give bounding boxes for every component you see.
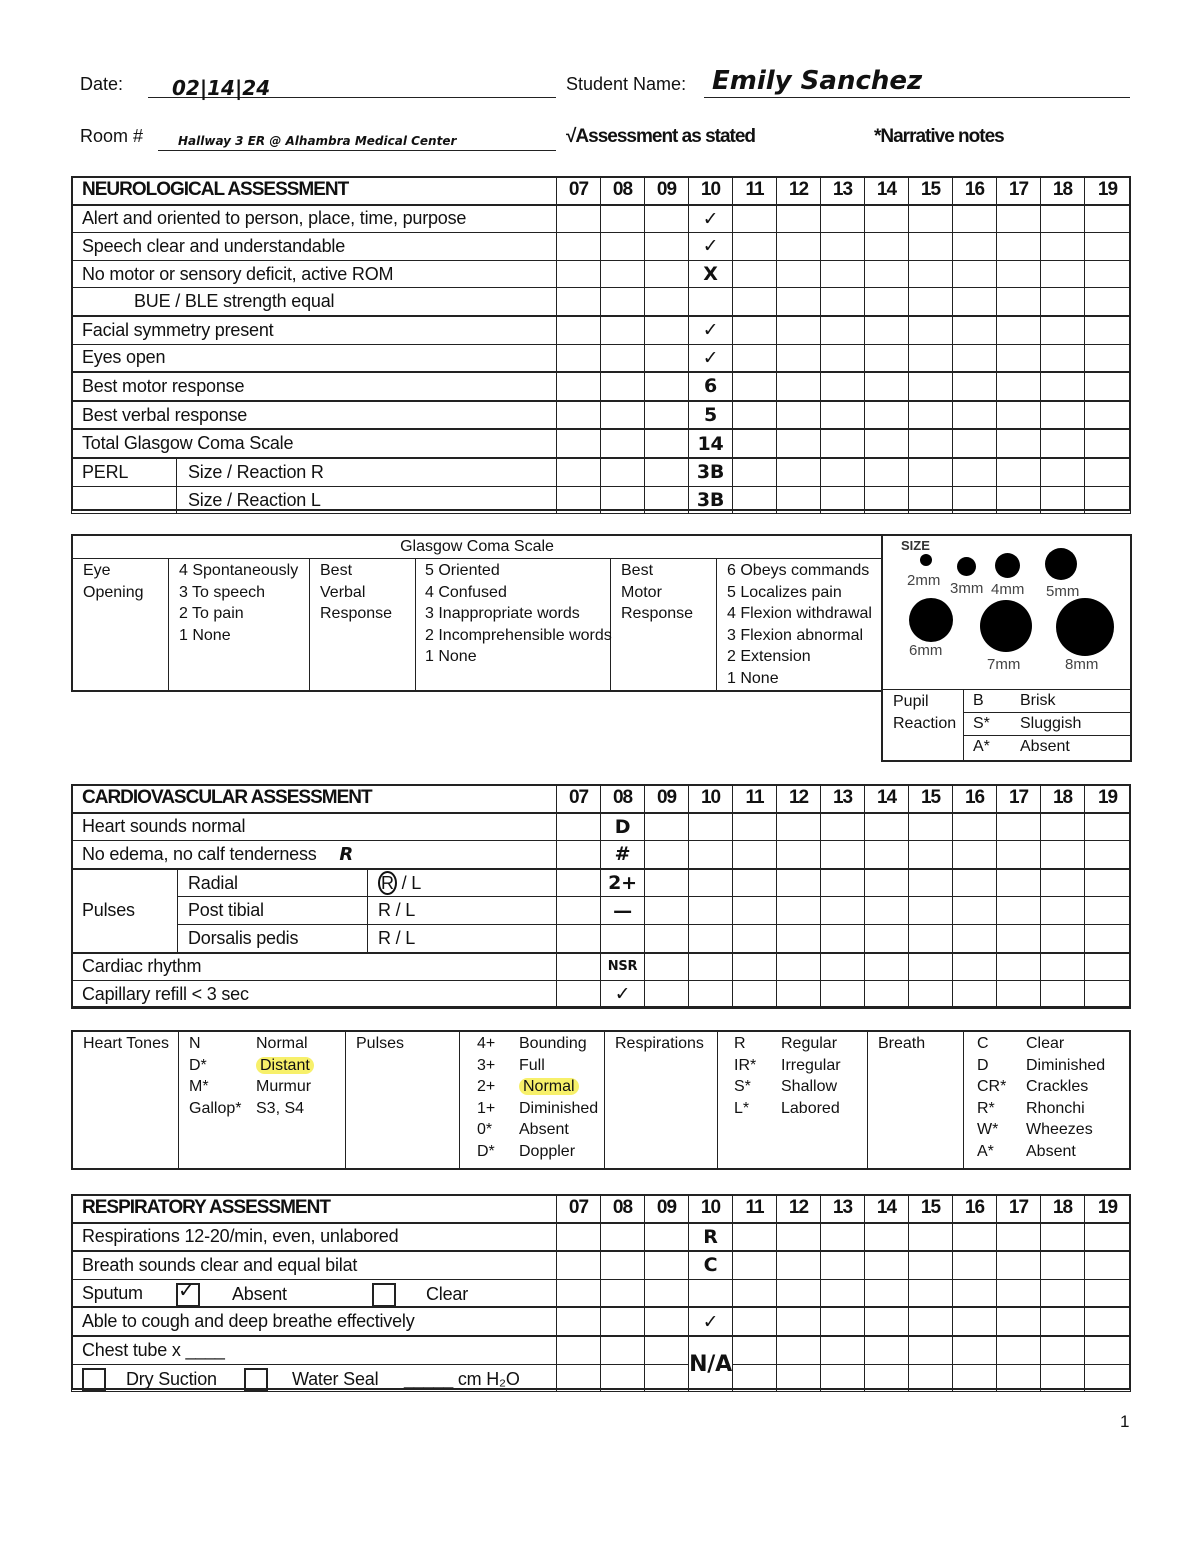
- post-tibial-08-mark[interactable]: —: [601, 897, 645, 925]
- pulses-key-label: Pulses: [356, 1035, 405, 1052]
- neuro-cell[interactable]: [997, 372, 1041, 401]
- chest-tube-10-mark[interactable]: N/A: [689, 1336, 733, 1392]
- size-7mm-label: 7mm: [987, 656, 1021, 673]
- neuro-cell[interactable]: [1085, 372, 1131, 401]
- resp-row-label: Breath sounds clear and equal bilat: [72, 1251, 557, 1279]
- neuro-cell[interactable]: [1041, 205, 1085, 233]
- chest-tube-label: Chest tube x ____: [72, 1336, 557, 1364]
- neuro-cell[interactable]: [997, 260, 1041, 288]
- neuro-cell[interactable]: [777, 486, 821, 514]
- resp-codes: R IR* S* L*: [734, 1035, 757, 1117]
- sputum-10-mark[interactable]: [689, 1279, 733, 1307]
- room-label: Room #: [80, 126, 144, 146]
- neuro-cell[interactable]: [601, 372, 645, 401]
- neuro-row-label: Best motor response: [72, 372, 557, 401]
- neuro-cell[interactable]: [953, 344, 997, 372]
- neuro-cell[interactable]: [557, 205, 601, 233]
- respirations-key-label: Respirations: [615, 1035, 704, 1052]
- pulse-site: Dorsalis pedis: [178, 924, 368, 952]
- sputum-absent-label: Absent: [232, 1283, 287, 1304]
- hour-header: 13: [821, 1195, 865, 1223]
- perl-label: PERL: [82, 461, 129, 482]
- gcs-eye-label: Eye Opening: [83, 562, 144, 601]
- neuro-cell[interactable]: [909, 205, 953, 233]
- neuro-cell[interactable]: [733, 458, 777, 486]
- neuro-cell[interactable]: [733, 344, 777, 372]
- neuro-row-label: No motor or sensory deficit, active ROM: [72, 260, 557, 288]
- breath-10-mark[interactable]: C: [689, 1251, 733, 1279]
- neuro-cell[interactable]: [909, 233, 953, 261]
- pulse-rl: R / L: [368, 897, 557, 925]
- size-6mm-label: 6mm: [909, 642, 943, 659]
- neuro-row-label: Total Glasgow Coma Scale: [72, 429, 557, 458]
- neuro-10-mark[interactable]: 3B: [689, 486, 733, 514]
- neuro-cell[interactable]: [997, 458, 1041, 486]
- neuro-cell[interactable]: [909, 372, 953, 401]
- resp-10-mark[interactable]: R: [689, 1223, 733, 1252]
- neuro-row-label: Speech clear and understandable: [72, 233, 557, 261]
- neuro-cell[interactable]: [1041, 486, 1085, 514]
- reaction-desc: Brisk: [1020, 692, 1056, 709]
- hour-header: 11: [733, 785, 777, 813]
- reaction-code: B: [973, 692, 984, 709]
- neuro-cell[interactable]: [821, 372, 865, 401]
- neuro-cell[interactable]: [821, 401, 865, 430]
- hour-header: 10: [689, 177, 733, 205]
- neuro-cell[interactable]: [909, 344, 953, 372]
- hour-header: 10: [689, 1195, 733, 1223]
- neuro-cell[interactable]: [953, 205, 997, 233]
- respiratory-assessment-table: [71, 1194, 1131, 1392]
- hour-header: 14: [865, 177, 909, 205]
- neuro-cell[interactable]: [645, 429, 689, 458]
- neuro-cell[interactable]: [777, 372, 821, 401]
- gcs-motor-options: 6 Obeys commands 5 Localizes pain 4 Flexion withdrawal 3 Flexion abnormal 2 Extension 1 None: [727, 562, 872, 687]
- pupil-5mm-dot: [1045, 548, 1077, 580]
- neuro-row-label: Facial symmetry present: [72, 316, 557, 344]
- hour-header: 17: [997, 1195, 1041, 1223]
- right-circled: R: [378, 871, 397, 895]
- neuro-cell[interactable]: [821, 260, 865, 288]
- neuro-cell[interactable]: [865, 344, 909, 372]
- neuro-cell[interactable]: [865, 205, 909, 233]
- resp-row-label: Respirations 12-20/min, even, unlabored: [72, 1223, 557, 1252]
- hour-header: 16: [953, 785, 997, 813]
- neuro-10-mark[interactable]: ✓: [689, 205, 733, 233]
- neuro-cell[interactable]: [645, 316, 689, 344]
- neuro-cell[interactable]: [953, 233, 997, 261]
- neuro-cell[interactable]: [997, 429, 1041, 458]
- neuro-cell[interactable]: [601, 316, 645, 344]
- perl-right: Size / Reaction R: [188, 461, 324, 482]
- sputum-label: Sputum: [82, 1282, 143, 1303]
- pupil-8mm-dot: [1056, 598, 1114, 656]
- neuro-cell[interactable]: [997, 401, 1041, 430]
- pulse-site: Post tibial: [178, 897, 368, 925]
- neuro-cell[interactable]: [821, 233, 865, 261]
- pulse-desc: Bounding Full Normal Diminished Absent Doppler: [519, 1035, 599, 1160]
- neuro-cell[interactable]: [953, 260, 997, 288]
- hour-header: 07: [557, 1195, 601, 1223]
- neuro-10-mark[interactable]: [689, 288, 733, 316]
- neuro-cell[interactable]: [865, 429, 909, 458]
- legend-narrative: *Narrative notes: [874, 126, 1004, 147]
- gcs-verbal-options: 5 Oriented 4 Confused 3 Inappropriate words 2 Incomprehensible words 1 None: [425, 562, 612, 665]
- pupil-2mm-dot: [920, 554, 932, 566]
- neuro-cell[interactable]: [909, 316, 953, 344]
- edema-annotation: R: [339, 843, 354, 865]
- neuro-cell[interactable]: [1085, 288, 1131, 316]
- neuro-10-mark[interactable]: ✓: [689, 344, 733, 372]
- student-name-label: Student Name:: [566, 74, 687, 94]
- neuro-cell[interactable]: [865, 486, 909, 514]
- perl-left: Size / Reaction L: [188, 489, 321, 510]
- heart-sounds-label: Heart sounds normal: [72, 813, 557, 841]
- neuro-cell[interactable]: [777, 288, 821, 316]
- neuro-10-mark[interactable]: 5: [689, 401, 733, 430]
- neuro-cell[interactable]: [997, 288, 1041, 316]
- neuro-cell[interactable]: [1041, 429, 1085, 458]
- neuro-cell[interactable]: [557, 429, 601, 458]
- neuro-cell[interactable]: [557, 372, 601, 401]
- neuro-row-label: Alert and oriented to person, place, time, purpose: [72, 205, 557, 233]
- neuro-cell[interactable]: [733, 372, 777, 401]
- neuro-cell[interactable]: [865, 288, 909, 316]
- hour-header: 19: [1085, 177, 1131, 205]
- hour-header: 19: [1085, 1195, 1131, 1223]
- neuro-cell[interactable]: [777, 316, 821, 344]
- neuro-10-mark[interactable]: ✓: [689, 233, 733, 261]
- resp-row-label: Able to cough and deep breathe effectively: [72, 1307, 557, 1336]
- neuro-cell[interactable]: [777, 458, 821, 486]
- date-label: Date:: [80, 74, 124, 94]
- neuro-cell[interactable]: [865, 316, 909, 344]
- hour-header: 07: [557, 177, 601, 205]
- neuro-cell[interactable]: [1041, 260, 1085, 288]
- hour-header: 07: [557, 785, 601, 813]
- neuro-cell[interactable]: [953, 316, 997, 344]
- neuro-cell[interactable]: [865, 372, 909, 401]
- distant-highlight: Distant: [256, 1057, 314, 1074]
- neuro-cell[interactable]: [1085, 458, 1131, 486]
- neuro-cell[interactable]: [865, 233, 909, 261]
- hour-header: 08: [601, 1195, 645, 1223]
- neuro-cell[interactable]: [557, 458, 601, 486]
- neuro-cell[interactable]: [909, 401, 953, 430]
- neuro-cell[interactable]: [865, 260, 909, 288]
- neuro-cell[interactable]: [821, 288, 865, 316]
- pupil-4mm-dot: [995, 553, 1020, 578]
- neuro-cell[interactable]: [997, 233, 1041, 261]
- neuro-cell[interactable]: [645, 486, 689, 514]
- cap-refill-label: Capillary refill < 3 sec: [72, 981, 557, 1009]
- cap-refill-08-mark[interactable]: ✓: [601, 981, 645, 1009]
- pulse-rl: R / L: [368, 924, 557, 952]
- cough-10-mark[interactable]: ✓: [689, 1307, 733, 1336]
- neuro-cell[interactable]: [601, 401, 645, 430]
- neurological-assessment-table: [71, 176, 1131, 514]
- neuro-cell[interactable]: [733, 233, 777, 261]
- neuro-cell[interactable]: [733, 288, 777, 316]
- hour-header: 17: [997, 785, 1041, 813]
- neuro-cell[interactable]: [1085, 260, 1131, 288]
- hour-header: 11: [733, 177, 777, 205]
- hour-header: 12: [777, 1195, 821, 1223]
- neuro-cell[interactable]: [645, 372, 689, 401]
- gcs-eye-options: 4 Spontaneously 3 To speech 2 To pain 1 None: [179, 562, 299, 644]
- neuro-cell[interactable]: [1041, 288, 1085, 316]
- pupil-6mm-dot: [909, 598, 953, 642]
- hour-header: 12: [777, 785, 821, 813]
- neuro-cell[interactable]: [557, 486, 601, 514]
- hour-header: 09: [645, 1195, 689, 1223]
- hour-header: 13: [821, 177, 865, 205]
- page-number: 1: [1120, 1412, 1130, 1431]
- cardio-respiratory-key: [71, 1030, 1131, 1170]
- neuro-cell[interactable]: [733, 429, 777, 458]
- resp-title: RESPIRATORY ASSESSMENT: [72, 1195, 557, 1223]
- neuro-cell[interactable]: [997, 486, 1041, 514]
- neuro-cell[interactable]: [909, 486, 953, 514]
- hour-header: 13: [821, 785, 865, 813]
- hour-header: 09: [645, 177, 689, 205]
- pupil-reaction-label: Pupil Reaction: [893, 693, 957, 732]
- neuro-cell[interactable]: [997, 344, 1041, 372]
- reaction-desc: Sluggish: [1020, 715, 1082, 732]
- pupil-3mm-dot: [957, 557, 976, 576]
- neuro-cell[interactable]: [997, 205, 1041, 233]
- neuro-cell[interactable]: [733, 260, 777, 288]
- cm-h2o-label: _____ cm H₂O: [404, 1368, 520, 1389]
- neuro-cell[interactable]: [557, 260, 601, 288]
- size-5mm-label: 5mm: [1046, 583, 1080, 600]
- edema-label: No edema, no calf tenderness: [82, 843, 317, 864]
- neuro-cell[interactable]: [645, 401, 689, 430]
- hour-header: 16: [953, 1195, 997, 1223]
- neuro-cell[interactable]: [909, 429, 953, 458]
- neuro-cell[interactable]: [821, 205, 865, 233]
- neuro-cell[interactable]: [953, 288, 997, 316]
- neuro-cell[interactable]: [557, 288, 601, 316]
- neuro-cell[interactable]: [777, 205, 821, 233]
- sputum-clear-checkbox[interactable]: [372, 1283, 396, 1307]
- neuro-cell[interactable]: [733, 316, 777, 344]
- neuro-cell[interactable]: [1085, 344, 1131, 372]
- hour-header: 18: [1041, 1195, 1085, 1223]
- neuro-cell[interactable]: [953, 486, 997, 514]
- pupil-size-chart: [881, 534, 1132, 762]
- neuro-cell[interactable]: [645, 205, 689, 233]
- hour-header: 14: [865, 785, 909, 813]
- neuro-10-mark[interactable]: 14: [689, 429, 733, 458]
- pulse-site: Radial: [178, 869, 368, 897]
- hour-header: 16: [953, 177, 997, 205]
- neuro-cell[interactable]: [557, 233, 601, 261]
- neuro-cell[interactable]: [1041, 401, 1085, 430]
- gcs-motor-label: Best Motor Response: [621, 562, 694, 622]
- neuro-cell[interactable]: [1085, 401, 1131, 430]
- neuro-cell[interactable]: [601, 429, 645, 458]
- dry-suction-label: Dry Suction: [126, 1368, 217, 1389]
- size-2mm-label: 2mm: [907, 572, 941, 589]
- hour-header: 15: [909, 785, 953, 813]
- neuro-cell[interactable]: [1085, 429, 1131, 458]
- neuro-title: NEUROLOGICAL ASSESSMENT: [72, 177, 557, 205]
- neuro-cell[interactable]: [909, 288, 953, 316]
- neuro-cell[interactable]: [777, 344, 821, 372]
- rhythm-08-mark[interactable]: NSR: [601, 953, 645, 981]
- hour-header: 19: [1085, 785, 1131, 813]
- neuro-cell[interactable]: [777, 401, 821, 430]
- glasgow-coma-scale-key: [71, 534, 883, 692]
- neuro-cell[interactable]: [601, 205, 645, 233]
- neuro-cell[interactable]: [1085, 233, 1131, 261]
- hour-header: 12: [777, 177, 821, 205]
- pulses-label: Pulses: [72, 869, 178, 953]
- pulse-rl: R / L: [368, 869, 557, 897]
- neuro-cell[interactable]: [953, 372, 997, 401]
- heart-tone-desc: Normal Distant Murmur S3, S4: [256, 1033, 314, 1119]
- neuro-cell[interactable]: [645, 344, 689, 372]
- hour-header: 14: [865, 1195, 909, 1223]
- neuro-cell[interactable]: [557, 401, 601, 430]
- hour-header: 17: [997, 177, 1041, 205]
- neuro-cell[interactable]: [953, 429, 997, 458]
- cardio-title: CARDIOVASCULAR ASSESSMENT: [72, 785, 557, 813]
- neuro-cell[interactable]: [733, 486, 777, 514]
- neuro-cell[interactable]: [1085, 205, 1131, 233]
- neuro-cell[interactable]: [601, 344, 645, 372]
- hour-header: 08: [601, 785, 645, 813]
- neuro-cell[interactable]: [865, 458, 909, 486]
- hour-header: 10: [689, 785, 733, 813]
- neuro-cell[interactable]: [1085, 486, 1131, 514]
- hour-header: 15: [909, 177, 953, 205]
- neuro-cell[interactable]: [777, 260, 821, 288]
- neuro-cell[interactable]: [601, 486, 645, 514]
- neuro-cell[interactable]: [777, 233, 821, 261]
- dry-suction-checkbox[interactable]: [82, 1368, 106, 1392]
- neuro-cell[interactable]: [1041, 458, 1085, 486]
- breath-codes: C D CR* R* W* A*: [977, 1035, 1007, 1160]
- breath-key-label: Breath: [878, 1035, 926, 1052]
- neuro-cell[interactable]: [953, 401, 997, 430]
- student-name-value[interactable]: Emily Sanchez: [712, 66, 923, 96]
- date-value[interactable]: 02|14|24: [172, 76, 271, 100]
- dorsalis-08-mark[interactable]: [601, 924, 645, 952]
- hour-header: 18: [1041, 177, 1085, 205]
- legend-assessment: √Assessment as stated: [566, 126, 756, 147]
- hour-header: 15: [909, 1195, 953, 1223]
- neuro-cell[interactable]: [645, 458, 689, 486]
- neuro-cell[interactable]: [733, 205, 777, 233]
- heart-tone-codes: N D* M* Gallop*: [189, 1035, 242, 1117]
- neuro-cell[interactable]: [909, 260, 953, 288]
- room-value[interactable]: Hallway 3 ER @ Alhambra Medical Center: [178, 134, 457, 148]
- neuro-10-mark[interactable]: 3B: [689, 458, 733, 486]
- pupil-7mm-dot: [980, 600, 1032, 652]
- neuro-cell[interactable]: [1041, 233, 1085, 261]
- neuro-cell[interactable]: [557, 344, 601, 372]
- neuro-cell[interactable]: [821, 429, 865, 458]
- sputum-clear-label: Clear: [426, 1283, 469, 1304]
- neuro-cell[interactable]: [1085, 316, 1131, 344]
- neuro-cell[interactable]: [645, 260, 689, 288]
- normal-highlight: Normal: [519, 1078, 579, 1095]
- gcs-verbal-label: Best Verbal Response: [320, 562, 393, 622]
- neuro-cell[interactable]: [997, 316, 1041, 344]
- edema-08-mark[interactable]: #: [601, 841, 645, 869]
- neuro-row-label: Best verbal response: [72, 401, 557, 430]
- hour-header: 11: [733, 1195, 777, 1223]
- neuro-cell[interactable]: [821, 486, 865, 514]
- neuro-row-label: BUE / BLE strength equal: [72, 288, 557, 316]
- water-seal-label: Water Seal: [292, 1368, 379, 1389]
- size-4mm-label: 4mm: [991, 581, 1025, 598]
- neuro-cell[interactable]: [557, 316, 601, 344]
- neuro-cell[interactable]: [645, 233, 689, 261]
- neuro-cell[interactable]: [601, 260, 645, 288]
- pulse-codes: 4+ 3+ 2+ 1+ 0* D*: [477, 1035, 496, 1160]
- hr-08-mark[interactable]: D: [601, 813, 645, 841]
- neuro-cell[interactable]: [777, 429, 821, 458]
- neuro-cell[interactable]: [601, 233, 645, 261]
- neuro-cell[interactable]: [953, 458, 997, 486]
- neuro-cell[interactable]: [733, 401, 777, 430]
- heart-tones-label: Heart Tones: [83, 1035, 169, 1052]
- hour-header: 08: [601, 177, 645, 205]
- neuro-cell[interactable]: [821, 316, 865, 344]
- neuro-cell[interactable]: [821, 344, 865, 372]
- neuro-cell[interactable]: [601, 458, 645, 486]
- neuro-10-mark[interactable]: ✓: [689, 316, 733, 344]
- gcs-title: Glasgow Coma Scale: [73, 536, 881, 559]
- neuro-cell[interactable]: [909, 458, 953, 486]
- hour-header: 18: [1041, 785, 1085, 813]
- neuro-10-mark[interactable]: X: [689, 260, 733, 288]
- size-title: SIZE: [901, 538, 930, 553]
- neuro-cell[interactable]: [1041, 372, 1085, 401]
- checkmark-icon: ✓: [178, 1279, 195, 1302]
- neuro-cell[interactable]: [645, 288, 689, 316]
- neuro-cell[interactable]: [1041, 344, 1085, 372]
- resp-desc: Regular Irregular Shallow Labored: [781, 1035, 841, 1117]
- neuro-cell[interactable]: [1041, 316, 1085, 344]
- reaction-code: A*: [973, 738, 990, 755]
- size-3mm-label: 3mm: [950, 580, 984, 597]
- neuro-row-label: Eyes open: [72, 344, 557, 372]
- breath-desc: Clear Diminished Crackles Rhonchi Wheezes Absent: [1026, 1035, 1106, 1160]
- neuro-cell[interactable]: [601, 288, 645, 316]
- cardiac-rhythm-label: Cardiac rhythm: [72, 953, 557, 981]
- neuro-10-mark[interactable]: 6: [689, 372, 733, 401]
- neuro-cell[interactable]: [821, 458, 865, 486]
- water-seal-checkbox[interactable]: [244, 1368, 268, 1392]
- size-8mm-label: 8mm: [1065, 656, 1099, 673]
- radial-08-mark[interactable]: 2+: [601, 869, 645, 897]
- reaction-desc: Absent: [1020, 738, 1070, 755]
- reaction-code: S*: [973, 715, 990, 732]
- cardiovascular-assessment-table: [71, 784, 1131, 1009]
- hour-header: 09: [645, 785, 689, 813]
- neuro-cell[interactable]: [865, 401, 909, 430]
